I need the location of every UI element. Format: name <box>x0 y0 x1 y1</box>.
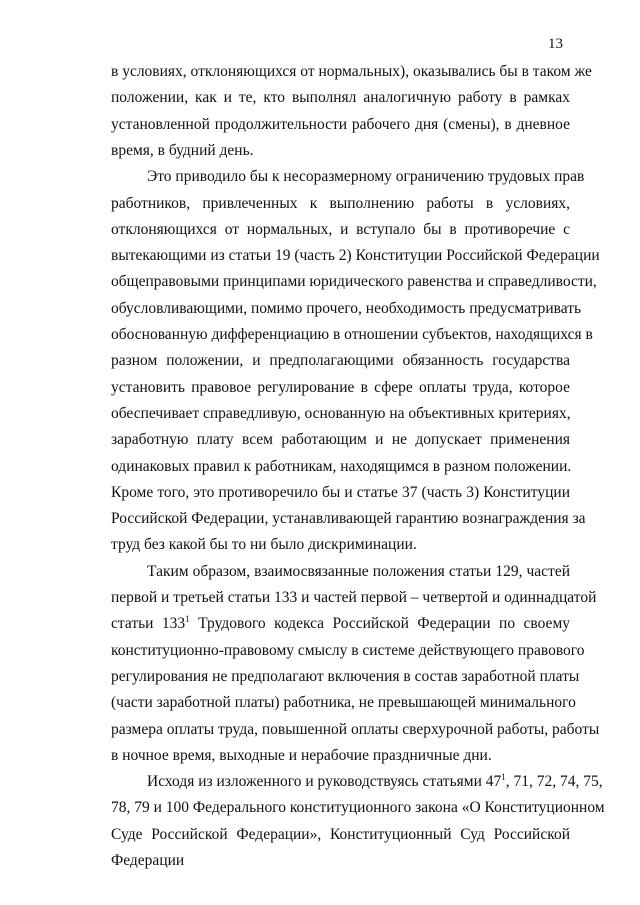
superscript: 1 <box>185 614 190 625</box>
text-line: вытекающими из статьи 19 (часть 2) Конституции Российской Федерации <box>111 247 600 265</box>
text-line: обусловливающими, помимо прочего, необходимость предусматривать <box>111 299 582 317</box>
superscript: 1 <box>501 771 506 782</box>
text-line: первой и третьей статьи 133 и частей первой – четвертой и одиннадцатой <box>111 589 597 606</box>
text-line: Российской Федерации, устанавливающей гарантию вознаграждения за <box>111 510 586 528</box>
text-line: заработную плату всем работающим и не допускает применения <box>111 431 570 449</box>
text-line: в ночное время, выходные и нерабочие праздничные дни. <box>111 746 492 764</box>
text-line: Суде Российской Федерации», Конституционный Суд Российской <box>111 825 570 843</box>
text-line: (части заработной платы) работника, не превышающей минимального <box>111 694 576 712</box>
text-line: одинаковых правил к работникам, находящимся в разном положении. <box>111 457 572 475</box>
text-line: Исходя из изложенного и руководствуясь статьями $47^1$, 71, 72, 74, 75, <box>147 771 603 791</box>
text-line: установленной продолжительности рабочего дня (смены), в дневное <box>111 115 570 133</box>
text-line: конституционно-правовому смыслу в системе действующего правового <box>111 641 585 659</box>
text-line: время, в будний день. <box>111 141 254 159</box>
page-number: 13 <box>548 36 563 52</box>
text-line: обоснованную дифференциацию в отношении субъектов, находящихся в <box>111 326 593 343</box>
text-line: разном положении, и предполагающими обязанность государства <box>111 352 570 370</box>
text-line: труд без какой бы то ни было дискриминации. <box>111 536 417 554</box>
text-line: установить правовое регулирование в сфере оплаты труда, которое <box>111 378 570 396</box>
text-line: в условиях, отклоняющихся от нормальных), оказывались бы в таком же <box>111 63 592 80</box>
text-line: Таким образом, взаимосвязанные положения статьи 129, частей <box>147 562 570 580</box>
text-line: 78, 79 и 100 Федерального конституционного закона «О Конституционном <box>111 799 605 817</box>
text-line: статьи $133^1$ Трудового кодекса Российской Федерации по своему <box>111 614 570 633</box>
text-line: регулирования не предполагают включения в состав заработной платы <box>111 667 580 685</box>
text-line: отклоняющихся от нормальных, и вступало бы в противоречие с <box>111 220 570 238</box>
text-line: Федерации <box>111 852 185 869</box>
text-line: размера оплаты труда, повышенной оплаты сверхурочной работы, работы <box>111 720 600 738</box>
text-line: Кроме того, это противоречило бы и статье 37 (часть 3) Конституции <box>111 483 570 501</box>
text-line: положении, как и те, кто выполнял аналогичную работу в рамках <box>111 89 570 107</box>
text-line: Это приводило бы к несоразмерному ограничению трудовых прав <box>147 168 585 186</box>
text-line: работников, привлеченных к выполнению работы в условиях, <box>111 194 570 212</box>
text-line: обеспечивает справедливую, основанную на объективных критериях, <box>111 404 571 422</box>
text-line: общеправовыми принципами юридического равенства и справедливости, <box>111 273 597 291</box>
